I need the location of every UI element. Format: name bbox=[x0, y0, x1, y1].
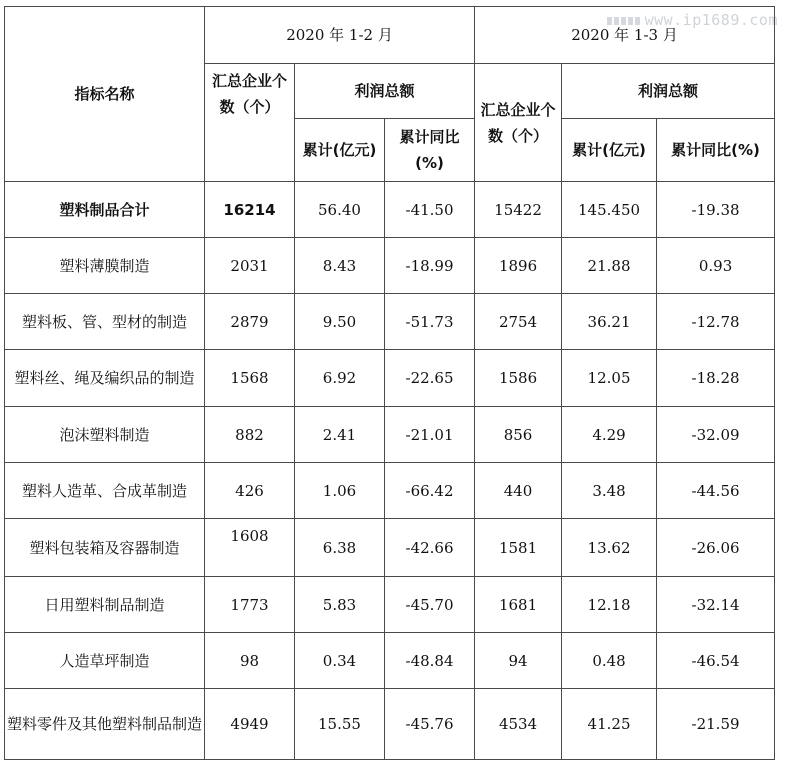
total-profit-header-2: 利润总额 bbox=[562, 64, 775, 119]
cumulative-header-1: 累计(亿元) bbox=[295, 119, 385, 182]
period-1-header: 2020 年 1-2 月 bbox=[205, 7, 475, 64]
enterprise-count-1: 1568 bbox=[205, 350, 295, 407]
cumulative-profit-2: 12.18 bbox=[562, 577, 657, 633]
yoy-2: 0.93 bbox=[657, 238, 775, 294]
indicator-name-header: 指标名称 bbox=[5, 7, 205, 182]
cumulative-profit-2: 0.48 bbox=[562, 633, 657, 689]
cumulative-profit-1: 15.55 bbox=[295, 689, 385, 760]
table-row bbox=[5, 294, 775, 350]
table-row bbox=[5, 350, 775, 407]
enterprise-count-header-1: 汇总企业个数（个） bbox=[205, 64, 295, 182]
enterprise-count-header-2: 汇总企业个数（个） bbox=[475, 64, 562, 182]
cumulative-profit-1: 2.41 bbox=[295, 407, 385, 463]
cumulative-profit-2: 12.05 bbox=[562, 350, 657, 407]
cumulative-profit-1: 8.43 bbox=[295, 238, 385, 294]
yoy-2: -19.38 bbox=[657, 182, 775, 238]
row-name: 塑料板、管、型材的制造 bbox=[5, 294, 205, 350]
enterprise-count-1: 2879 bbox=[205, 294, 295, 350]
yoy-1: -45.76 bbox=[385, 689, 475, 760]
table-row bbox=[5, 577, 775, 633]
yoy-1: -41.50 bbox=[385, 182, 475, 238]
yoy-1: -48.84 bbox=[385, 633, 475, 689]
yoy-1: -21.01 bbox=[385, 407, 475, 463]
cumulative-profit-1: 6.38 bbox=[295, 519, 385, 577]
yoy-1: -22.65 bbox=[385, 350, 475, 407]
cumulative-profit-1: 0.34 bbox=[295, 633, 385, 689]
row-name: 塑料零件及其他塑料制品制造 bbox=[5, 689, 205, 760]
cumulative-profit-1: 5.83 bbox=[295, 577, 385, 633]
yoy-1: -45.70 bbox=[385, 577, 475, 633]
row-name: 泡沫塑料制造 bbox=[5, 407, 205, 463]
table-row bbox=[5, 238, 775, 294]
yoy-2: -32.14 bbox=[657, 577, 775, 633]
enterprise-count-1: 882 bbox=[205, 407, 295, 463]
cumulative-profit-2: 41.25 bbox=[562, 689, 657, 760]
cumulative-profit-2: 36.21 bbox=[562, 294, 657, 350]
table-row bbox=[5, 519, 775, 577]
table-row bbox=[5, 182, 775, 238]
enterprise-count-2: 1586 bbox=[475, 350, 562, 407]
yoy-header-1: 累计同比(%) bbox=[385, 119, 475, 182]
cumulative-profit-1: 9.50 bbox=[295, 294, 385, 350]
cumulative-profit-1: 56.40 bbox=[295, 182, 385, 238]
yoy-2: -46.54 bbox=[657, 633, 775, 689]
cumulative-profit-1: 6.92 bbox=[295, 350, 385, 407]
enterprise-count-2: 4534 bbox=[475, 689, 562, 760]
row-name: 塑料包装箱及容器制造 bbox=[5, 519, 205, 577]
cumulative-profit-2: 4.29 bbox=[562, 407, 657, 463]
enterprise-count-2: 1581 bbox=[475, 519, 562, 577]
enterprise-count-1: 4949 bbox=[205, 689, 295, 760]
row-name: 塑料丝、绳及编织品的制造 bbox=[5, 350, 205, 407]
enterprise-count-1: 16214 bbox=[205, 182, 295, 238]
yoy-2: -44.56 bbox=[657, 463, 775, 519]
row-name: 人造草坪制造 bbox=[5, 633, 205, 689]
cumulative-profit-2: 21.88 bbox=[562, 238, 657, 294]
profit-statistics-table bbox=[4, 6, 775, 760]
period-2-header: 2020 年 1-3 月 bbox=[475, 7, 775, 64]
yoy-2: -18.28 bbox=[657, 350, 775, 407]
table-row bbox=[5, 407, 775, 463]
table-row bbox=[5, 633, 775, 689]
yoy-1: -18.99 bbox=[385, 238, 475, 294]
enterprise-count-2: 440 bbox=[475, 463, 562, 519]
enterprise-count-1: 426 bbox=[205, 463, 295, 519]
yoy-1: -66.42 bbox=[385, 463, 475, 519]
enterprise-count-2: 15422 bbox=[475, 182, 562, 238]
cumulative-profit-2: 13.62 bbox=[562, 519, 657, 577]
enterprise-count-1: 1773 bbox=[205, 577, 295, 633]
enterprise-count-2: 1681 bbox=[475, 577, 562, 633]
enterprise-count-1: 2031 bbox=[205, 238, 295, 294]
enterprise-count-1: 98 bbox=[205, 633, 295, 689]
table-row bbox=[5, 689, 775, 760]
row-name: 塑料制品合计 bbox=[5, 182, 205, 238]
cumulative-header-2: 累计(亿元) bbox=[562, 119, 657, 182]
yoy-2: -12.78 bbox=[657, 294, 775, 350]
cumulative-profit-1: 1.06 bbox=[295, 463, 385, 519]
header-row-periods bbox=[5, 7, 775, 64]
yoy-2: -26.06 bbox=[657, 519, 775, 577]
enterprise-count-2: 856 bbox=[475, 407, 562, 463]
yoy-1: -42.66 bbox=[385, 519, 475, 577]
enterprise-count-2: 2754 bbox=[475, 294, 562, 350]
total-profit-header-1: 利润总额 bbox=[295, 64, 475, 119]
row-name: 日用塑料制品制造 bbox=[5, 577, 205, 633]
table-row bbox=[5, 463, 775, 519]
cumulative-profit-2: 3.48 bbox=[562, 463, 657, 519]
yoy-header-2: 累计同比(%) bbox=[657, 119, 775, 182]
enterprise-count-2: 1896 bbox=[475, 238, 562, 294]
enterprise-count-2: 94 bbox=[475, 633, 562, 689]
enterprise-count-1: 1608 bbox=[205, 519, 295, 577]
watermark-text: www.ip1689.com bbox=[644, 11, 778, 29]
row-name: 塑料人造革、合成革制造 bbox=[5, 463, 205, 519]
row-name: 塑料薄膜制造 bbox=[5, 238, 205, 294]
yoy-1: -51.73 bbox=[385, 294, 475, 350]
cumulative-profit-2: 145.450 bbox=[562, 182, 657, 238]
yoy-2: -21.59 bbox=[657, 689, 775, 760]
yoy-2: -32.09 bbox=[657, 407, 775, 463]
